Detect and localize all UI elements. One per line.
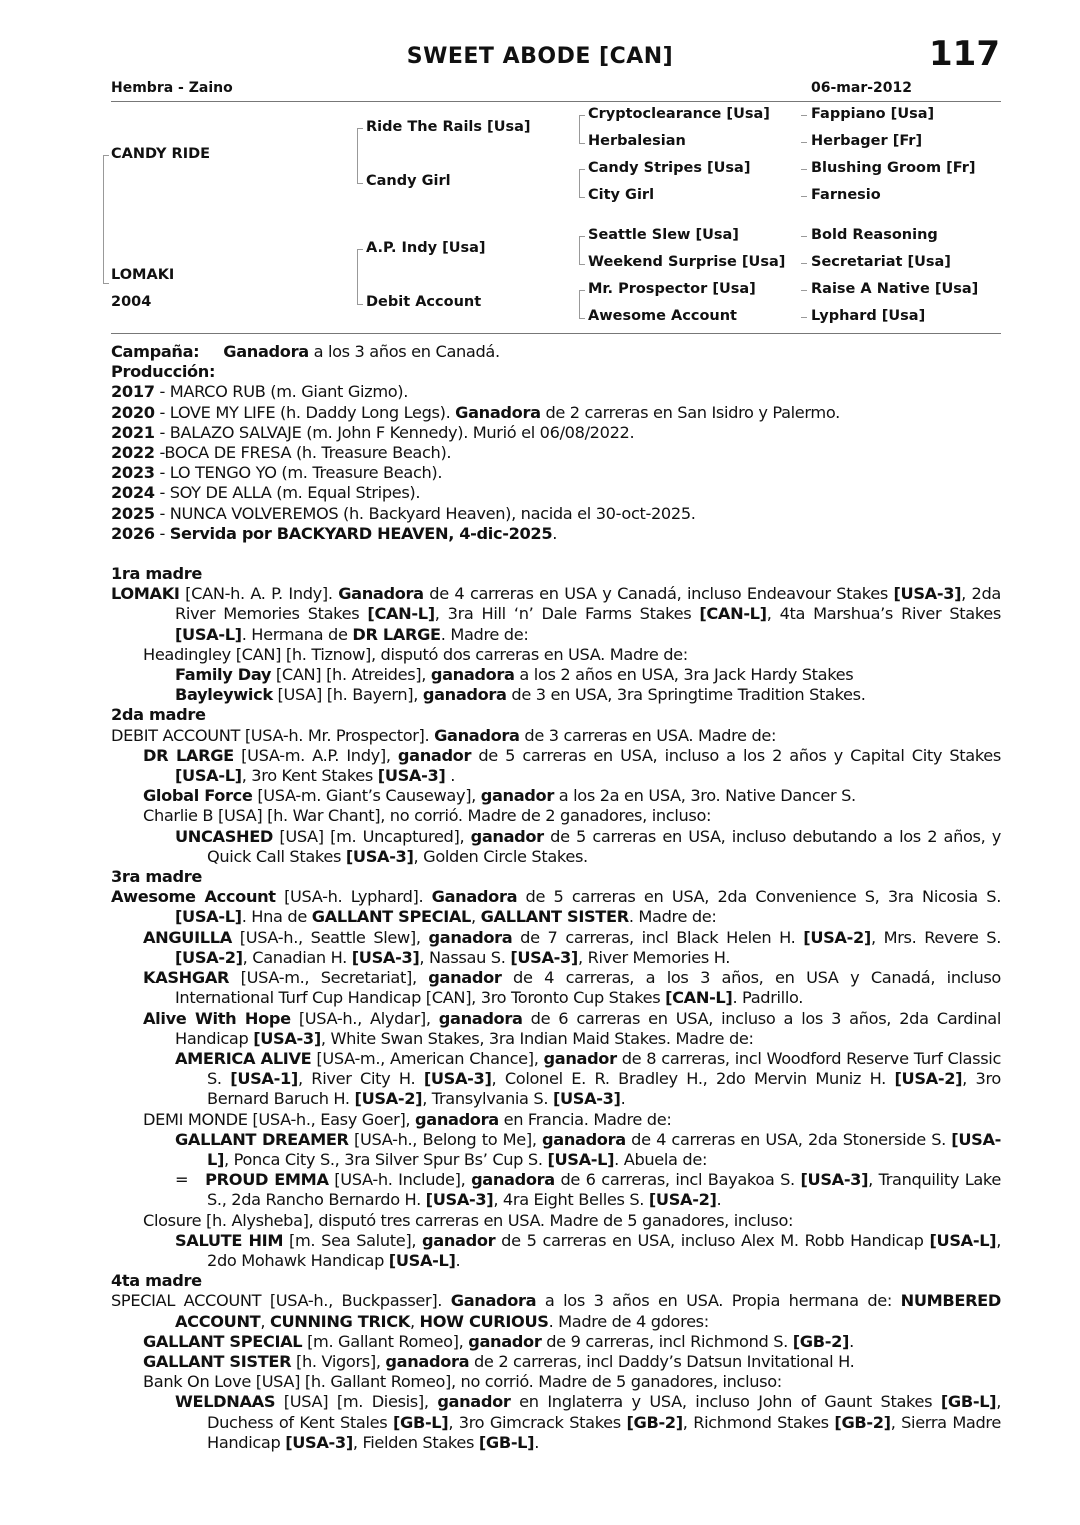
bold-text: HOW CURIOUS: [419, 1311, 549, 1331]
dam-paragraph: Family Day [CAN] [h. Atreides], ganadora a los 2 años en USA, 3ra Jack Hardy Stakes: [175, 665, 854, 685]
sex-color: Hembra - Zaino: [111, 80, 233, 96]
bold-text: ganadora: [422, 685, 507, 705]
bold-text: GALLANT SPECIAL: [311, 907, 472, 927]
bold-text: [USA-3]: [425, 1190, 494, 1210]
dam-heading: 3ra madre: [111, 867, 202, 887]
bracket-g3d: [579, 290, 585, 319]
g4-5: Bold Reasoning: [811, 227, 938, 243]
dam-paragraph: GALLANT SPECIAL [m. Gallant Romeo], ganador de 9 carreras, incl Richmond S. [GB-2].: [143, 1331, 854, 1351]
bold-text: GALLANT SPECIAL: [143, 1331, 303, 1351]
bold-text: [GB-L]: [392, 1412, 449, 1432]
bold-text: [USA-L]: [175, 624, 242, 644]
dash: [801, 169, 807, 170]
dash: [801, 196, 807, 197]
production-item: [111, 443, 1001, 463]
bold-text: AMERICA ALIVE: [175, 1048, 312, 1068]
bold-text: [USA-3]: [510, 947, 578, 967]
bold-text: [GB-2]: [834, 1412, 891, 1432]
dam-year: 2004: [111, 294, 152, 310]
page-number: 117: [929, 34, 1000, 74]
bracket-g1: [103, 155, 109, 284]
production-item: [111, 382, 1001, 402]
bold-text: [CAN-L]: [699, 604, 767, 624]
bold-text: ganador: [428, 968, 502, 988]
bold-text: [GB-2]: [626, 1412, 683, 1432]
bold-text: ganadora: [471, 1170, 555, 1190]
g4-3: Blushing Groom [Fr]: [811, 160, 976, 176]
g3-6: Weekend Surprise [Usa]: [588, 254, 786, 270]
bold-text: Alive With Hope: [143, 1008, 291, 1028]
dam-heading: 4ta madre: [111, 1271, 202, 1291]
production-year: 2020: [111, 402, 155, 422]
production-item: [111, 423, 1001, 443]
bold-text: GALLANT DREAMER: [175, 1129, 349, 1149]
dam-paragraph: SALUTE HIM [m. Sea Salute], ganador de 5 carreras en USA, incluso Alex M. Robb Handicap [USA-L], 2do Mohawk Handicap [USA-L].: [175, 1230, 1002, 1270]
dam-paragraph: ANGUILLA [USA-h., Seattle Slew], ganadora de 7 carreras, incl Black Helen H. [USA-2], Mrs. Revere S. [USA-2], Canadian H. [USA-3], Nassau S. [USA-3], River Memories H.: [143, 927, 1001, 967]
production-text: - SOY DE ALLA (m. Equal Stripes).: [154, 483, 421, 503]
dam-paragraph: WELDNAAS [USA] [m. Diesis], ganador en Inglaterra y USA, incluso John of Gaunt Stakes [GB-L], Duchess of Kent Stales [GB-L], 3ro Gimcrack Stakes [GB-2], Richmond Stakes [GB-2], Sierra Madre Handicap [USA-3], Fielden Stakes [GB-L].: [175, 1392, 1002, 1452]
dam-paragraph: DR LARGE [USA-m. A.P. Indy], ganador de 5 carreras en USA, incluso a los 2 años y Capital City Stakes [USA-L], 3ro Kent Stakes [USA-3] .: [143, 745, 1001, 786]
campaign-label: Campaña:: [111, 342, 200, 361]
dam-paragraph: GALLANT SISTER [h. Vigors], ganadora de 2 carreras, incl Daddy’s Datsun Invitational H.: [143, 1351, 855, 1371]
dam-paragraph: Bayleywick [USA] [h. Bayern], ganadora de 3 en USA, 3ra Springtime Tradition Stakes.: [175, 685, 866, 705]
bold-text: [USA-2]: [354, 1089, 423, 1109]
bracket-g3c: [579, 236, 585, 265]
spacer: [111, 544, 1001, 564]
top-rule: [111, 101, 1001, 102]
bold-text: Ganadora: [338, 584, 424, 604]
bold-text: [USA-L]: [175, 907, 242, 927]
bold-text: Awesome Account: [111, 887, 276, 907]
production-year: 2017: [111, 382, 155, 402]
horse-title: SWEET ABODE [CAN]: [406, 44, 674, 69]
g4-2: Herbager [Fr]: [811, 133, 923, 149]
dam: LOMAKI: [111, 267, 175, 283]
bold-text: [USA-3]: [285, 1432, 353, 1452]
dam-paragraph: AMERICA ALIVE [USA-m., American Chance], ganador de 8 carreras, incl Woodford Reserve Turf Classic S. [USA-1], River City H. [USA-3], Colonel E. R. Bradley H., 2do Mervin Muniz H. [USA-2], 3ro Bernard Baruch H. [USA-2], Transylvania S. [USA-3].: [175, 1048, 1001, 1109]
g3-8: Awesome Account: [588, 308, 737, 324]
bold-text: [USA-L]: [388, 1250, 456, 1270]
bold-text: ganadora: [430, 665, 515, 685]
production-list: [111, 382, 1001, 544]
campaign-text: a los 3 años en Canadá.: [308, 342, 500, 361]
production-bold: Servida por BACKYARD HEAVEN, 4-dic-2025: [169, 523, 553, 543]
sire-sire: Ride The Rails [Usa]: [366, 119, 531, 135]
bold-text: Global Force: [143, 786, 253, 806]
bold-text: ganadora: [415, 1109, 499, 1129]
g3-3: Candy Stripes [Usa]: [588, 160, 751, 176]
production-text: - NUNCA VOLVEREMOS (h. Backyard Heaven), nacida el 30-oct-2025.: [154, 503, 696, 523]
production-bold: Ganadora: [455, 402, 541, 422]
bold-text: CUNNING TRICK: [269, 1311, 410, 1331]
bold-text: ganador: [468, 1331, 542, 1351]
bracket-g2a: [357, 128, 363, 184]
bold-text: [USA-2]: [894, 1069, 963, 1089]
dam-paragraph: Bank On Love [USA] [h. Gallant Romeo], no corrió. Madre de 5 ganadores, incluso:: [143, 1372, 782, 1392]
production-item: [111, 483, 1001, 503]
dam-paragraph: DEMI MONDE [USA-h., Easy Goer], ganadora en Francia. Madre de:: [143, 1109, 672, 1129]
bold-text: [USA-L]: [207, 1129, 1001, 1169]
production-item: [111, 524, 1001, 544]
bold-text: [USA-3]: [253, 1028, 321, 1048]
dam-paragraph: GALLANT DREAMER [USA-h., Belong to Me], ganadora de 4 carreras en USA, 2da Stonerside S. [USA-L], Ponca City S., 3ra Silver Spur Bs’ Cup S. [USA-L]. Abuela de:: [175, 1129, 1001, 1169]
bold-text: ganadora: [542, 1129, 626, 1149]
production-year: 2024: [111, 483, 155, 503]
dash: [801, 142, 807, 143]
bold-text: Ganadora: [434, 725, 520, 745]
dash: [801, 290, 807, 291]
production-text: - BALAZO SALVAJE (m. John F Kennedy). Murió el 06/08/2022.: [154, 422, 635, 442]
bold-text: [USA-L]: [929, 1230, 997, 1250]
g3-2: Herbalesian: [588, 133, 686, 149]
bold-text: ganador: [397, 745, 472, 765]
dam-paragraph: KASHGAR [USA-m., Secretariat], ganador de 4 carreras, a los 3 años, en USA y Canadá, incluso International Turf Cup Handicap [CAN], 3ro Toronto Cup Stakes [CAN-L]. Padrillo.: [143, 968, 1001, 1008]
bold-text: [CAN-L]: [665, 988, 733, 1008]
bold-text: [GB-L]: [940, 1392, 997, 1412]
dash: [801, 317, 807, 318]
dam-paragraph: DEBIT ACCOUNT [USA-h. Mr. Prospector]. Ganadora de 3 carreras en USA. Madre de:: [111, 725, 777, 745]
dam-paragraph: Awesome Account [USA-h. Lyphard]. Ganadora de 5 carreras en USA, 2da Convenience S, 3ra Nicosia S. [USA-L]. Hna de GALLANT SPECIAL, GALLANT SISTER. Madre de:: [111, 887, 1001, 927]
sire: CANDY RIDE: [111, 146, 211, 162]
g4-1: Fappiano [Usa]: [811, 106, 935, 122]
g3-5: Seattle Slew [Usa]: [588, 227, 739, 243]
dam-heading: 1ra madre: [111, 564, 202, 584]
production-text: -: [154, 523, 170, 543]
bold-text: ganadora: [428, 927, 513, 947]
bold-text: [USA-3]: [893, 584, 962, 604]
bold-text: [GB-L]: [478, 1432, 535, 1452]
body-text: [111, 342, 1001, 1453]
bold-text: [USA-3]: [423, 1069, 492, 1089]
g3-1: Cryptoclearance [Usa]: [588, 106, 770, 122]
bold-text: ganador: [470, 826, 544, 846]
bold-text: Bayleywick: [175, 685, 273, 705]
bracket-g2b: [357, 249, 363, 305]
dams-section: [111, 564, 1001, 1453]
production-after: .: [552, 523, 558, 543]
bold-text: [USA-2]: [803, 927, 871, 947]
bold-text: [USA-3]: [552, 1089, 621, 1109]
bold-text: [USA-2]: [175, 947, 243, 967]
sire-dam: Candy Girl: [366, 173, 451, 189]
production-text: -BOCA DE FRESA (h. Treasure Beach).: [154, 443, 452, 463]
dam-paragraph: = PROUD EMMA [USA-h. Include], ganadora de 6 carreras, incl Bayakoa S. [USA-3], Tranquility Lake S., 2da Rancho Bernardo H. [USA-3], 4ra Eight Belles S. [USA-2].: [175, 1170, 1001, 1210]
bold-text: [USA-3]: [351, 947, 420, 967]
bold-text: Ganadora: [450, 1291, 537, 1311]
bold-text: [USA-L]: [175, 766, 242, 786]
production-year: 2026: [111, 523, 155, 543]
production-text: - LO TENGO YO (m. Treasure Beach).: [154, 463, 443, 483]
bold-text: DR LARGE: [352, 624, 441, 644]
production-text: - LOVE MY LIFE (h. Daddy Long Legs).: [154, 402, 456, 422]
bold-text: ganador: [437, 1392, 511, 1412]
bold-text: [GB-2]: [792, 1331, 850, 1351]
bold-text: [USA-2]: [648, 1190, 717, 1210]
bold-text: UNCASHED: [175, 826, 274, 846]
bold-text: [USA-L]: [547, 1149, 615, 1169]
bold-text: ANGUILLA: [143, 927, 232, 947]
bold-text: SALUTE HIM: [175, 1230, 284, 1250]
bold-text: [USA-3]: [377, 766, 446, 786]
bold-text: KASHGAR: [143, 968, 230, 988]
dam-paragraph: Alive With Hope [USA-h., Alydar], ganadora de 6 carreras en USA, incluso a los 3 años, 2da Cardinal Handicap [USA-3], White Swan Stakes, 3ra Indian Maid Stakes. Madre de:: [143, 1008, 1001, 1048]
dam-paragraph: SPECIAL ACCOUNT [USA-h., Buckpasser]. Ganadora a los 3 años en USA. Propia hermana de: NUMBERED ACCOUNT, CUNNING TRICK, HOW CURIOUS. Madre de 4 gdores:: [111, 1291, 1001, 1331]
dash: [801, 115, 807, 116]
production-year: 2025: [111, 503, 155, 523]
production-item: [111, 403, 1001, 423]
campaign-line: [111, 342, 1001, 362]
production-year: 2023: [111, 463, 155, 483]
bold-text: ganadora: [385, 1351, 470, 1371]
dam-sire: A.P. Indy [Usa]: [366, 240, 486, 256]
dash: [801, 263, 807, 264]
production-label: Producción:: [111, 362, 216, 382]
production-text: - MARCO RUB (m. Giant Gizmo).: [154, 382, 409, 402]
g3-7: Mr. Prospector [Usa]: [588, 281, 756, 297]
g4-4: Farnesio: [811, 187, 881, 203]
dam-paragraph: LOMAKI [CAN-h. A. P. Indy]. Ganadora de 4 carreras en USA y Canadá, incluso Endeavour Stakes [USA-3], 2da River Memories Stakes [CAN-L], 3ra Hill ‘n’ Dale Farms Stakes [CAN-L], 4ta Marshua’s River Stakes [USA-L]. Hermana de DR LARGE. Madre de:: [111, 584, 1002, 644]
g4-6: Secretariat [Usa]: [811, 254, 951, 270]
g4-7: Raise A Native [Usa]: [811, 281, 979, 297]
bold-text: Family Day: [175, 665, 272, 685]
bold-text: ganador: [480, 786, 554, 806]
production-item: [111, 504, 1001, 524]
dam-paragraph: Global Force [USA-m. Giant’s Causeway], ganador a los 2a en USA, 3ro. Native Dancer S.: [143, 786, 856, 806]
birth-date: 06-mar-2012: [811, 80, 913, 96]
bold-text: WELDNAAS: [175, 1392, 276, 1412]
bold-text: ganador: [422, 1230, 496, 1250]
g3-4: City Girl: [588, 187, 655, 203]
bold-text: [USA-1]: [230, 1069, 298, 1089]
bold-text: LOMAKI: [111, 584, 180, 604]
bracket-g3a: [579, 115, 585, 144]
bold-text: GALLANT SISTER: [143, 1351, 292, 1371]
bold-text: [USA-3]: [345, 846, 414, 866]
pedigree-bottom-rule: [111, 333, 1001, 334]
production-item: [111, 463, 1001, 483]
campaign-bold: Ganadora: [223, 342, 309, 361]
dam-paragraph: UNCASHED [USA] [m. Uncaptured], ganador de 5 carreras en USA, incluso debutando a los 2 años, y Quick Call Stakes [USA-3], Golden Circle Stakes.: [175, 826, 1001, 866]
bold-text: [CAN-L]: [367, 604, 435, 624]
bold-text: [USA-3]: [800, 1170, 869, 1190]
bold-text: Ganadora: [431, 887, 518, 907]
dam-paragraph: Charlie B [USA] [h. War Chant], no corrió. Madre de 2 ganadores, incluso:: [143, 806, 712, 826]
dash: [801, 236, 807, 237]
bold-text: DR LARGE: [143, 745, 234, 765]
dam-heading: 2da madre: [111, 705, 206, 725]
bold-text: PROUD EMMA: [205, 1170, 329, 1190]
g4-8: Lyphard [Usa]: [811, 308, 926, 324]
bold-text: ganador: [543, 1048, 617, 1068]
bold-text: GALLANT SISTER: [480, 907, 629, 927]
dam-paragraph: Headingley [CAN] [h. Tiznow], disputó dos carreras en USA. Madre de:: [143, 644, 688, 664]
production-year: 2022: [111, 443, 155, 463]
bracket-g3b: [579, 169, 585, 198]
production-after: de 2 carreras en San Isidro y Palermo.: [540, 402, 840, 422]
dam-dam: Debit Account: [366, 294, 482, 310]
production-year: 2021: [111, 422, 155, 442]
bold-text: NUMBERED ACCOUNT: [175, 1291, 1001, 1331]
bold-text: ganadora: [438, 1008, 523, 1028]
dam-paragraph: Closure [h. Alysheba], disputó tres carreras en USA. Madre de 5 ganadores, incluso:: [143, 1210, 794, 1230]
